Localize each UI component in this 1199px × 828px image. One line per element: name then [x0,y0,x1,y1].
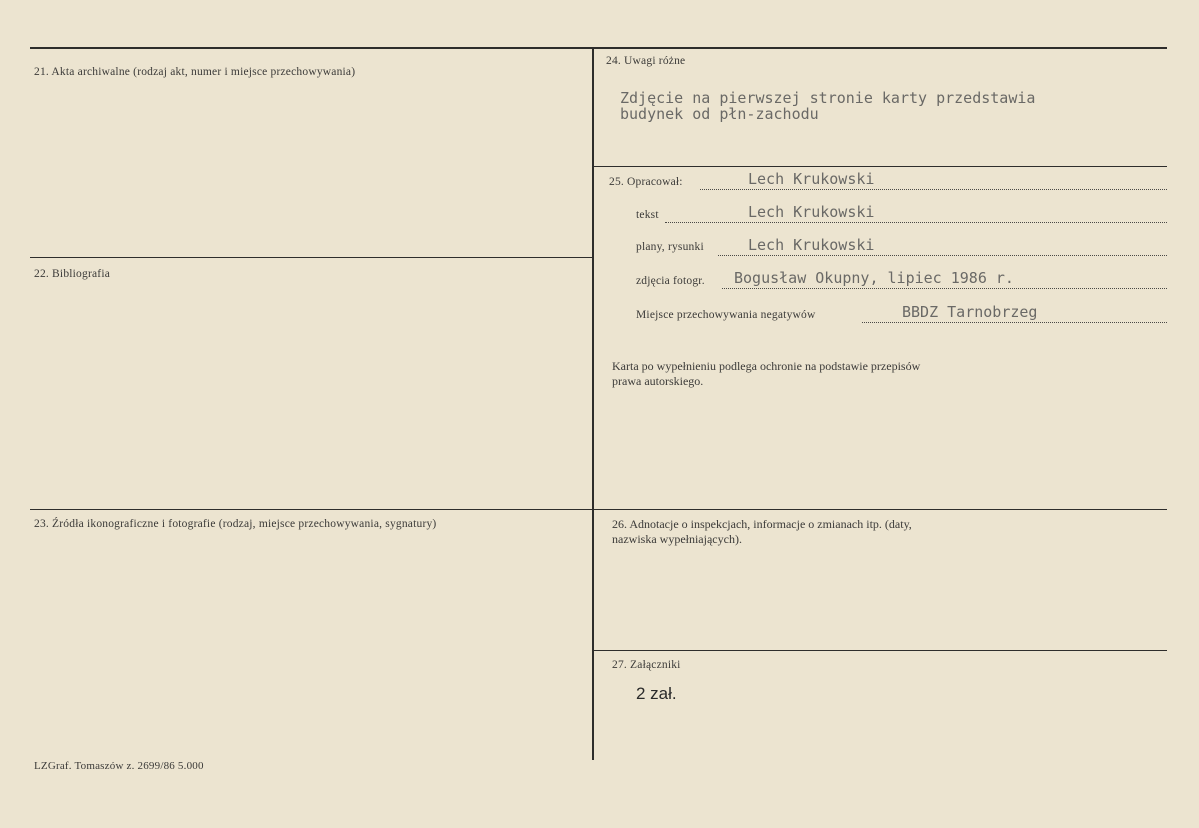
prepared-by-dotted-line [700,189,1167,190]
center-divider [592,47,594,760]
printer-imprint: LZGraf. Tomaszów z. 2699/86 5.000 [34,760,204,772]
prepared-by-label: 25. Opracował: [609,176,683,188]
photos-value: Bogusław Okupny, lipiec 1986 r. [734,269,1014,287]
drawings-dotted-line [718,255,1167,256]
negatives-location-label: Miejsce przechowywania negatywów [636,309,816,321]
negatives-dotted-line [862,322,1167,323]
drawings-label: plany, rysunki [636,241,704,253]
text-author-value: Lech Krukowski [748,203,875,221]
attachments-value: 2 zał. [636,684,677,703]
photos-label: zdjęcia fotogr. [636,275,705,287]
divider-21-22 [30,257,592,258]
negatives-location-value: BBDZ Tarnobrzeg [902,303,1038,321]
divider-26-27 [594,650,1167,651]
section-26-label-line-2: nazwiska wypełniających). [612,532,742,546]
top-rule [30,47,1167,49]
section-21-label: 21. Akta archiwalne (rodzaj akt, numer i miejsce przechowywania) [34,66,356,78]
remarks-line-2: budynek od płn-zachodu [620,105,819,123]
section-22-label: 22. Bibliografia [34,268,111,280]
remarks-line-1: Zdjęcie na pierwszej stronie karty przedstawia [620,89,1036,107]
prepared-by-value: Lech Krukowski [748,170,875,188]
section-27-label: 27. Załączniki [612,659,681,671]
text-author-dotted-line [665,222,1167,223]
section-23-label: 23. Źródła ikonograficzne i fotografie (rodzaj, miejsce przechowywania, sygnatury) [34,518,437,530]
text-author-label: tekst [636,209,659,221]
section-26-label-line-1: 26. Adnotacje o inspekcjach, informacje o zmianach itp. (daty, [612,517,912,531]
divider-24-25 [594,166,1167,167]
divider-25-26 [594,509,1167,510]
divider-22-23 [30,509,592,510]
copyright-note-line-2: prawa autorskiego. [612,374,704,388]
drawings-value: Lech Krukowski [748,236,875,254]
section-24-label: 24. Uwagi różne [606,55,686,67]
copyright-note-line-1: Karta po wypełnieniu podlega ochronie na podstawie przepisów [612,359,921,373]
photos-dotted-line [722,288,1167,289]
